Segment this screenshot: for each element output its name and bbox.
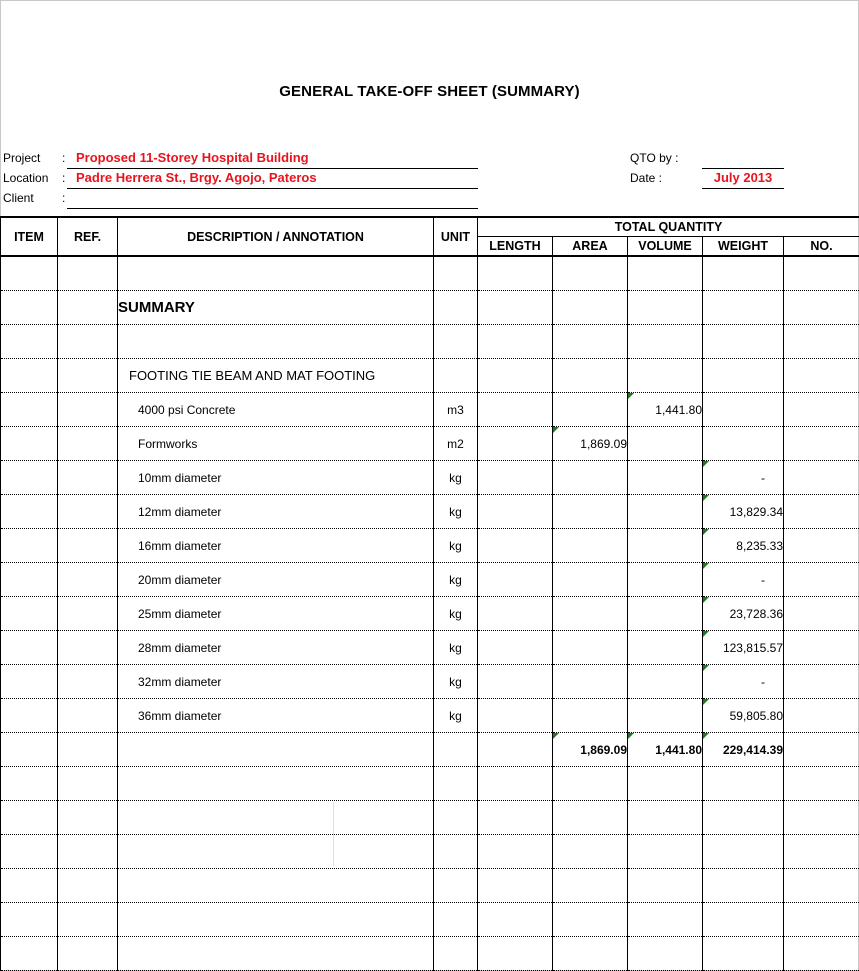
cell-area[interactable] — [553, 835, 628, 869]
cell-unit[interactable] — [434, 903, 478, 937]
cell-no[interactable] — [784, 767, 859, 801]
cell-item[interactable] — [1, 767, 58, 801]
cell-length[interactable] — [478, 529, 553, 563]
table-row — [1, 835, 859, 869]
cell-description[interactable]: 25mm diameter — [118, 597, 434, 631]
cell-area[interactable] — [553, 801, 628, 835]
cell-ref[interactable] — [58, 291, 118, 325]
cell-length[interactable] — [478, 733, 553, 767]
cell-area[interactable] — [553, 903, 628, 937]
table-row — [1, 393, 859, 427]
cell-weight[interactable] — [703, 256, 784, 291]
cell-no[interactable] — [784, 801, 859, 835]
cell-weight[interactable] — [703, 393, 784, 427]
cell-item[interactable] — [1, 597, 58, 631]
cell-unit[interactable] — [434, 291, 478, 325]
cell-area[interactable] — [553, 631, 628, 665]
cell-ref[interactable] — [58, 767, 118, 801]
col-description-header: DESCRIPTION / ANNOTATION — [118, 217, 434, 256]
cell-area[interactable] — [553, 937, 628, 971]
cell-weight[interactable] — [703, 359, 784, 393]
cell-weight[interactable]: 13,829.34 — [703, 495, 784, 529]
cell-ref[interactable] — [58, 801, 118, 835]
cell-item[interactable] — [1, 256, 58, 291]
total-area[interactable]: 1,869.09 — [553, 733, 628, 767]
cell-item[interactable] — [1, 631, 58, 665]
cell-description[interactable] — [118, 903, 434, 937]
cell-weight[interactable]: 23,728.36 — [703, 597, 784, 631]
cell-volume[interactable] — [628, 869, 703, 903]
project-underline — [67, 168, 478, 169]
cell-no[interactable] — [784, 903, 859, 937]
cell-weight[interactable] — [703, 835, 784, 869]
cell-area[interactable] — [553, 359, 628, 393]
cell-volume[interactable] — [628, 325, 703, 359]
cell-area[interactable] — [553, 325, 628, 359]
table-row — [1, 767, 859, 801]
cell-no[interactable] — [784, 597, 859, 631]
cell-unit[interactable] — [434, 801, 478, 835]
table-row — [1, 903, 859, 937]
cell-item[interactable] — [1, 359, 58, 393]
cell-no[interactable] — [784, 291, 859, 325]
cell-weight[interactable] — [703, 291, 784, 325]
location-colon: : — [62, 171, 66, 185]
cell-weight[interactable] — [703, 767, 784, 801]
date-underline — [702, 188, 784, 189]
cell-unit[interactable]: kg — [434, 699, 478, 733]
cell-weight[interactable]: - — [703, 461, 784, 495]
cell-length[interactable] — [478, 699, 553, 733]
cell-description[interactable]: 28mm diameter — [118, 631, 434, 665]
cell-weight[interactable] — [703, 869, 784, 903]
cell-length[interactable] — [478, 665, 553, 699]
cell-volume[interactable] — [628, 495, 703, 529]
total-quantity-header: TOTAL QUANTITY — [478, 217, 859, 237]
cell-area[interactable] — [553, 665, 628, 699]
cell-no[interactable] — [784, 869, 859, 903]
cell-weight[interactable] — [703, 801, 784, 835]
cell-area[interactable] — [553, 393, 628, 427]
cell-unit[interactable]: kg — [434, 563, 478, 597]
table-row — [1, 869, 859, 903]
cell-area[interactable]: 1,869.09 — [553, 427, 628, 461]
faint-gridline — [333, 802, 334, 866]
cell-weight[interactable] — [703, 903, 784, 937]
cell-description[interactable] — [118, 835, 434, 869]
cell-unit[interactable]: m3 — [434, 393, 478, 427]
cell-length[interactable] — [478, 325, 553, 359]
cell-area[interactable] — [553, 869, 628, 903]
cell-item[interactable] — [1, 461, 58, 495]
cell-no[interactable] — [784, 563, 859, 597]
cell-weight[interactable]: 8,235.33 — [703, 529, 784, 563]
cell-unit[interactable]: kg — [434, 461, 478, 495]
cell-area[interactable] — [553, 767, 628, 801]
table-row — [1, 256, 859, 291]
cell-weight[interactable]: 123,815.57 — [703, 631, 784, 665]
cell-item[interactable] — [1, 903, 58, 937]
cell-unit[interactable]: m2 — [434, 427, 478, 461]
cell-volume[interactable] — [628, 291, 703, 325]
project-label: Project — [3, 151, 41, 165]
cell-volume[interactable] — [628, 665, 703, 699]
cell-description[interactable] — [118, 801, 434, 835]
cell-volume[interactable] — [628, 699, 703, 733]
cell-item[interactable] — [1, 699, 58, 733]
cell-volume[interactable] — [628, 529, 703, 563]
cell-area[interactable] — [553, 699, 628, 733]
table-row — [1, 325, 859, 359]
total-volume[interactable]: 1,441.80 — [628, 733, 703, 767]
cell-volume[interactable] — [628, 903, 703, 937]
cell-weight[interactable]: - — [703, 563, 784, 597]
col-volume-header: VOLUME — [628, 237, 703, 257]
cell-area[interactable] — [553, 563, 628, 597]
cell-description[interactable] — [118, 767, 434, 801]
cell-item[interactable] — [1, 427, 58, 461]
cell-area[interactable] — [553, 291, 628, 325]
col-ref-header: REF. — [58, 217, 118, 256]
cell-volume[interactable] — [628, 597, 703, 631]
cell-unit[interactable] — [434, 835, 478, 869]
cell-item[interactable] — [1, 325, 58, 359]
cell-unit[interactable] — [434, 359, 478, 393]
cell-no[interactable] — [784, 495, 859, 529]
cell-ref[interactable] — [58, 325, 118, 359]
cell-item[interactable] — [1, 869, 58, 903]
cell-length[interactable] — [478, 835, 553, 869]
cell-length[interactable] — [478, 291, 553, 325]
cell-ref[interactable] — [58, 461, 118, 495]
cell-ref[interactable] — [58, 699, 118, 733]
col-area-header: AREA — [553, 237, 628, 257]
cell-area[interactable] — [553, 495, 628, 529]
cell-no[interactable] — [784, 665, 859, 699]
location-underline — [67, 188, 478, 189]
cell-description[interactable]: SUMMARY — [118, 291, 434, 325]
cell-no[interactable] — [784, 937, 859, 971]
cell-unit[interactable] — [434, 767, 478, 801]
cell-no[interactable] — [784, 529, 859, 563]
qto-by-label: QTO by : — [630, 151, 679, 165]
table-row — [1, 631, 859, 665]
cell-ref[interactable] — [58, 937, 118, 971]
col-weight-header: WEIGHT — [703, 237, 784, 257]
cell-ref[interactable] — [58, 495, 118, 529]
cell-description[interactable] — [118, 256, 434, 291]
cell-volume[interactable]: 1,441.80 — [628, 393, 703, 427]
cell-description[interactable]: 36mm diameter — [118, 699, 434, 733]
col-unit-header: UNIT — [434, 217, 478, 256]
cell-length[interactable] — [478, 631, 553, 665]
cell-no[interactable] — [784, 631, 859, 665]
date-label: Date : — [630, 171, 663, 185]
cell-weight[interactable] — [703, 937, 784, 971]
cell-unit[interactable]: kg — [434, 529, 478, 563]
cell-ref[interactable] — [58, 631, 118, 665]
cell-ref[interactable] — [58, 563, 118, 597]
cell-area[interactable] — [553, 529, 628, 563]
cell-description[interactable] — [118, 869, 434, 903]
cell-description[interactable]: 10mm diameter — [118, 461, 434, 495]
cell-no[interactable] — [784, 256, 859, 291]
cell-item[interactable] — [1, 291, 58, 325]
cell-volume[interactable] — [628, 427, 703, 461]
col-length-header: LENGTH — [478, 237, 553, 257]
table-row — [1, 495, 859, 529]
table-row — [1, 427, 859, 461]
location-label: Location — [3, 171, 49, 185]
cell-length[interactable] — [478, 427, 553, 461]
cell-length[interactable] — [478, 563, 553, 597]
cell-no[interactable] — [784, 393, 859, 427]
cell-volume[interactable] — [628, 801, 703, 835]
table-row — [1, 699, 859, 733]
cell-ref[interactable] — [58, 835, 118, 869]
cell-description[interactable]: 20mm diameter — [118, 563, 434, 597]
cell-length[interactable] — [478, 495, 553, 529]
takeoff-table — [0, 216, 859, 971]
cell-length[interactable] — [478, 869, 553, 903]
cell-area[interactable] — [553, 597, 628, 631]
cell-unit[interactable]: kg — [434, 495, 478, 529]
project-colon: : — [62, 151, 66, 165]
client-label: Client — [3, 191, 34, 205]
cell-description[interactable]: 16mm diameter — [118, 529, 434, 563]
cell-item[interactable] — [1, 835, 58, 869]
cell-ref[interactable] — [58, 393, 118, 427]
cell-length[interactable] — [478, 461, 553, 495]
cell-weight[interactable] — [703, 427, 784, 461]
table-row — [1, 801, 859, 835]
cell-description[interactable]: 4000 psi Concrete — [118, 393, 434, 427]
cell-weight[interactable]: 59,805.80 — [703, 699, 784, 733]
cell-ref[interactable] — [58, 665, 118, 699]
page-title: GENERAL TAKE-OFF SHEET (SUMMARY) — [279, 83, 580, 100]
cell-no[interactable] — [784, 699, 859, 733]
location-value[interactable]: Padre Herrera St., Brgy. Agojo, Pateros — [76, 170, 317, 185]
cell-description[interactable] — [118, 325, 434, 359]
cell-description[interactable]: 32mm diameter — [118, 665, 434, 699]
cell-item[interactable] — [1, 665, 58, 699]
cell-no[interactable] — [784, 461, 859, 495]
cell-unit[interactable] — [434, 325, 478, 359]
cell-unit[interactable] — [434, 937, 478, 971]
cell-length[interactable] — [478, 937, 553, 971]
project-value[interactable]: Proposed 11-Storey Hospital Building — [76, 150, 309, 165]
cell-length[interactable] — [478, 801, 553, 835]
cell-description[interactable]: FOOTING TIE BEAM AND MAT FOOTING — [118, 359, 434, 393]
total-weight[interactable]: 229,414.39 — [703, 733, 784, 767]
cell-weight[interactable]: - — [703, 665, 784, 699]
cell-item[interactable] — [1, 495, 58, 529]
table-row — [1, 529, 859, 563]
cell-volume[interactable] — [628, 937, 703, 971]
cell-description[interactable]: 12mm diameter — [118, 495, 434, 529]
date-value[interactable]: July 2013 — [713, 170, 773, 185]
col-item-header: ITEM — [1, 217, 58, 256]
cell-ref[interactable] — [58, 427, 118, 461]
cell-area[interactable] — [553, 256, 628, 291]
cell-unit[interactable]: kg — [434, 665, 478, 699]
cell-item[interactable] — [1, 937, 58, 971]
table-row — [1, 665, 859, 699]
totals-row — [1, 733, 859, 767]
cell-ref[interactable] — [58, 869, 118, 903]
cell-volume[interactable] — [628, 563, 703, 597]
cell-no[interactable] — [784, 835, 859, 869]
cell-volume[interactable] — [628, 359, 703, 393]
cell-length[interactable] — [478, 597, 553, 631]
col-no-header: NO. — [784, 237, 859, 257]
cell-ref[interactable] — [58, 529, 118, 563]
cell-ref[interactable] — [58, 733, 118, 767]
table-row — [1, 937, 859, 971]
cell-ref[interactable] — [58, 256, 118, 291]
client-underline — [67, 208, 478, 209]
table-row — [1, 291, 859, 325]
cell-item[interactable] — [1, 801, 58, 835]
cell-area[interactable] — [553, 461, 628, 495]
cell-description[interactable]: Formworks — [118, 427, 434, 461]
cell-item[interactable] — [1, 393, 58, 427]
table-row — [1, 461, 859, 495]
table-row — [1, 597, 859, 631]
cell-volume[interactable] — [628, 631, 703, 665]
cell-item[interactable] — [1, 529, 58, 563]
cell-unit[interactable] — [434, 869, 478, 903]
cell-length[interactable] — [478, 256, 553, 291]
cell-unit[interactable] — [434, 733, 478, 767]
cell-volume[interactable] — [628, 461, 703, 495]
cell-volume[interactable] — [628, 767, 703, 801]
cell-description[interactable] — [118, 937, 434, 971]
cell-no[interactable] — [784, 733, 859, 767]
cell-volume[interactable] — [628, 835, 703, 869]
cell-length[interactable] — [478, 767, 553, 801]
cell-unit[interactable] — [434, 256, 478, 291]
cell-length[interactable] — [478, 903, 553, 937]
cell-no[interactable] — [784, 359, 859, 393]
cell-no[interactable] — [784, 427, 859, 461]
client-colon: : — [62, 191, 66, 205]
qto-by-underline — [702, 168, 784, 169]
cell-no[interactable] — [784, 325, 859, 359]
cell-unit[interactable]: kg — [434, 597, 478, 631]
cell-item[interactable] — [1, 563, 58, 597]
cell-description[interactable] — [118, 733, 434, 767]
cell-item[interactable] — [1, 733, 58, 767]
cell-ref[interactable] — [58, 903, 118, 937]
table-row — [1, 563, 859, 597]
cell-ref[interactable] — [58, 597, 118, 631]
cell-volume[interactable] — [628, 256, 703, 291]
table-row — [1, 359, 859, 393]
cell-length[interactable] — [478, 393, 553, 427]
cell-weight[interactable] — [703, 325, 784, 359]
cell-ref[interactable] — [58, 359, 118, 393]
cell-unit[interactable]: kg — [434, 631, 478, 665]
cell-length[interactable] — [478, 359, 553, 393]
